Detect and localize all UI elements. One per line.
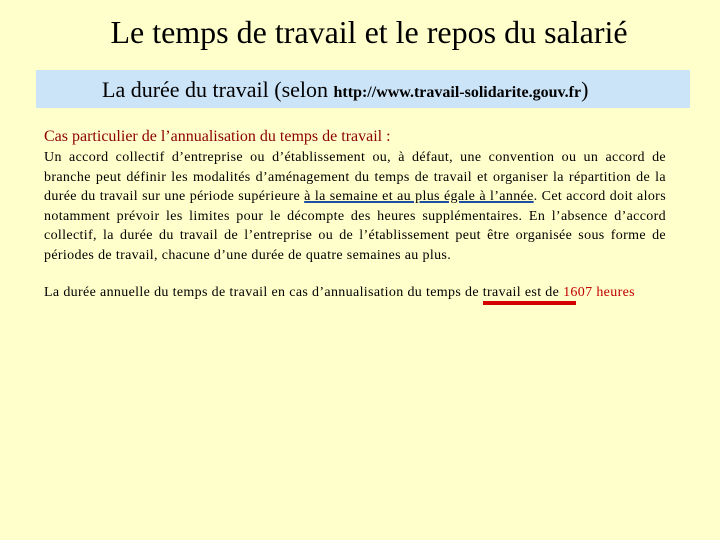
subtitle <box>102 77 588 103</box>
paragraph-annualisation <box>44 148 666 265</box>
paragraph1-underlined-phrase: à la semaine et au plus égale à l’année <box>304 189 534 204</box>
paragraph1-text-start: Un accord collectif d’entreprise ou d’établissement ou, à défaut, une convention ou un accord de branche peut définir les modalités d’aménagement du temps de travail et organiser la répartition de la durée du travail sur une période supérieure <box>44 150 666 204</box>
paragraph2-text: La durée annuelle du temps de travail en cas d’annualisation du temps de travail est de <box>44 285 564 300</box>
page-title: Le temps de travail et le repos du salarié <box>110 14 628 50</box>
subtitle-bar <box>36 70 690 108</box>
section-heading: Cas particulier de l’annualisation du temps de travail : <box>44 128 391 145</box>
subtitle-close: ) <box>581 77 589 102</box>
paragraph-annual-duration <box>44 283 666 303</box>
subtitle-url: http://www.travail-solidarite.gouv.fr <box>333 84 582 101</box>
subtitle-text: La durée du travail (selon <box>102 77 334 102</box>
paragraph1-text-end: . Cet accord doit alors notamment prévoir les limites pour le décompte des heures supplémentaires. En l’absence d’accord collectif, la durée du travail de l’entreprise ou de l’établissement peut être organisée sous forme de périodes de travail, chacune d’une durée de quatre semaines au plus. <box>44 189 666 263</box>
red-underline-mark <box>483 301 576 305</box>
annual-hours-value: 1607 heures <box>563 285 635 300</box>
